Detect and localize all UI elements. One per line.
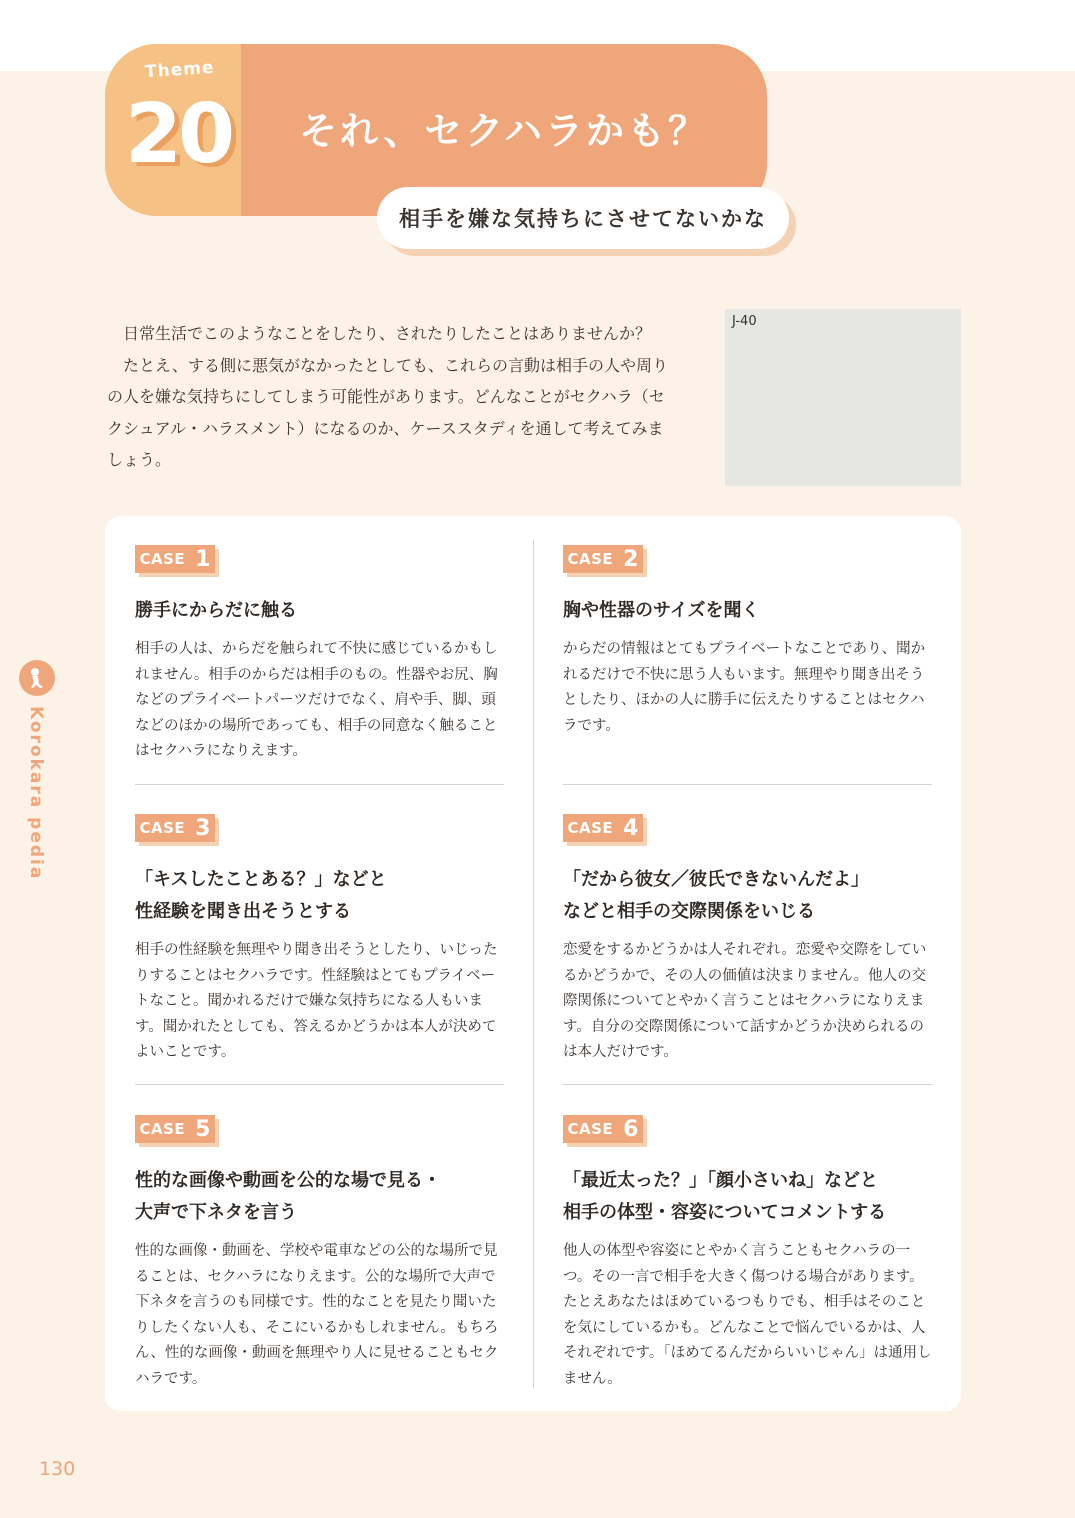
intro-text	[107, 318, 672, 476]
case-title-line: 「キスしたことある？」などと	[135, 869, 387, 890]
character-figure-icon	[26, 666, 48, 690]
case-badge	[563, 545, 647, 577]
case-number: 4	[623, 815, 639, 841]
case-badge	[135, 1115, 219, 1147]
case-label: CASE	[139, 550, 186, 568]
page-subtitle: 相手を嫌な気持ちにさせてないかな	[377, 187, 789, 249]
illustration-placeholder	[725, 309, 961, 486]
case-body: 相手の性経験を無理やり聞き出そうとしたり、いじったりすることはセクハラです。性経験はとてもプライベートなこと。聞かれるだけで嫌な気持ちになる人もいます。聞かれたとしても、答えるかどうかは本人が決めてよいことです。	[135, 942, 498, 1060]
case-number: 5	[195, 1116, 211, 1142]
case-4	[563, 814, 935, 1066]
case-3	[135, 814, 507, 1066]
case-title	[135, 864, 507, 928]
theme-number-panel	[105, 44, 241, 216]
case-badge	[135, 814, 219, 846]
theme-number: 20	[125, 87, 232, 182]
intro-paragraph: 日常生活でこのようなことをしたり、されたりしたことはありませんか？	[123, 324, 652, 343]
page-title: それ、セクハラかも？	[298, 109, 709, 153]
case-title-line: 「最近太った？」「顔小さいね」などと	[563, 1170, 878, 1191]
case-6	[563, 1115, 935, 1392]
case-label: CASE	[139, 1120, 186, 1138]
row-divider	[135, 784, 504, 785]
theme-label: Theme	[144, 57, 216, 83]
case-label: CASE	[567, 1120, 614, 1138]
case-title-line: などと相手の交際関係をいじる	[563, 901, 815, 922]
case-badge	[135, 545, 219, 577]
case-body: 性的な画像・動画を、学校や電車などの公的な場所で見ることは、セクハラになりえます。公的な場所で大声で下ネタを言うのも同様です。性的なことを見たり聞いたりしたくない人も、そこにいるかもしれません。もちろん、性的な画像・動画を無理やり人に見せることもセクハラです。	[135, 1243, 499, 1387]
case-title	[563, 1165, 935, 1229]
case-number: 1	[195, 546, 211, 572]
case-label: CASE	[567, 819, 614, 837]
case-title	[563, 864, 935, 928]
case-body: 恋愛をするかどうかは人それぞれ。恋愛や交際をしているかどうかで、その人の価値は決まりません。他人の交際関係についてとやかく言うことはセクハラになりえます。自分の交際関係について話すかどうか決められるのは本人だけです。	[563, 942, 927, 1060]
case-5	[135, 1115, 507, 1392]
case-badge	[563, 1115, 647, 1147]
case-title-line: 性的な画像や動画を公的な場で見る・	[135, 1170, 441, 1191]
side-brand-label: Korokara pedia	[26, 706, 46, 881]
character-icon	[19, 660, 55, 696]
page-number: 130	[39, 1458, 76, 1480]
case-title	[563, 595, 935, 627]
case-body: からだの情報はとてもプライベートなことであり、聞かれるだけで不快に思う人もいます。無理やり聞き出そうとしたり、ほかの人に勝手に伝えたりすることはセクハラです。	[563, 641, 926, 734]
case-title-line: 胸や性器のサイズを聞く	[563, 600, 760, 621]
case-badge	[563, 814, 647, 846]
row-divider	[563, 784, 932, 785]
intro-paragraph: たとえ、する側に悪気がなかったとしても、これらの言動は相手の人や周りの人を嫌な気持ちにしてしまう可能性があります。どんなことがセクハラ（セクシュアル・ハラスメント）になるのか、ケーススタディを通して考えてみましょう。	[107, 355, 668, 469]
row-divider	[135, 1084, 504, 1085]
case-title-line: 大声で下ネタを言う	[135, 1202, 297, 1223]
illustration-label: J-40	[732, 314, 757, 329]
case-title-line: 勝手にからだに触る	[135, 600, 297, 621]
case-number: 3	[195, 815, 211, 841]
case-title	[135, 595, 507, 627]
case-label: CASE	[139, 819, 186, 837]
column-divider	[533, 540, 534, 1388]
case-number: 2	[623, 546, 639, 572]
row-divider	[563, 1084, 932, 1085]
case-2	[563, 545, 935, 739]
case-label: CASE	[567, 550, 614, 568]
case-title-line: 性経験を聞き出そうとする	[135, 901, 351, 922]
case-title-line: 「だから彼女／彼氏できないんだよ」	[563, 869, 869, 890]
case-title	[135, 1165, 507, 1229]
case-number: 6	[623, 1116, 639, 1142]
case-body: 他人の体型や容姿にとやかく言うこともセクハラの一つ。その一言で相手を大きく傷つける場合があります。たとえあなたはほめているつもりでも、相手はそのことを気にしているかも。どんなことで悩んでいるかは、人それぞれです。「ほめてるんだからいいじゃん」は通用しません。	[563, 1243, 932, 1387]
case-body: 相手の人は、からだを触られて不快に感じているかもしれません。相手のからだは相手のもの。性器やお尻、胸などのプライベートパーツだけでなく、肩や手、脚、頭などのほかの場所であっても、相手の同意なく触ることはセクハラになりえます。	[135, 641, 498, 759]
case-title-line: 相手の体型・容姿についてコメントする	[563, 1202, 887, 1223]
case-1	[135, 545, 507, 765]
